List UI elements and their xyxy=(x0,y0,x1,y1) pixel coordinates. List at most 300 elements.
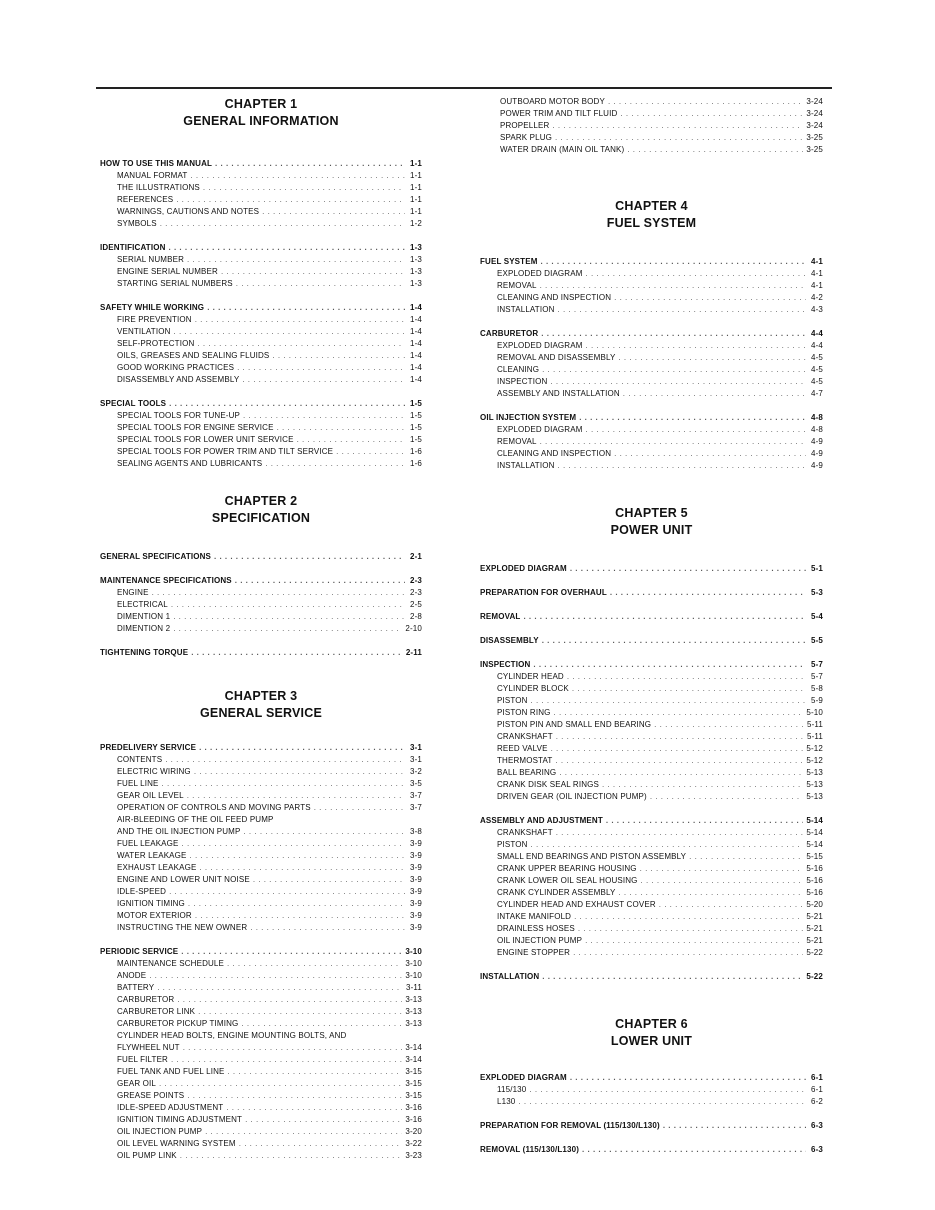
toc-subentry[interactable] xyxy=(100,1054,422,1066)
entry-title: INTAKE MANIFOLD xyxy=(497,912,572,921)
toc-subentry[interactable] xyxy=(100,814,422,826)
toc-section-entry[interactable] xyxy=(100,242,422,254)
toc-subentry[interactable] xyxy=(100,266,422,278)
dot-leader xyxy=(659,899,804,911)
toc-subentry[interactable] xyxy=(100,1078,422,1090)
page-number: 4-2 xyxy=(810,293,823,302)
dot-leader xyxy=(567,671,806,683)
toc-section-entry[interactable] xyxy=(480,412,823,424)
entry-title: ANODE xyxy=(117,971,147,980)
toc-subentry[interactable] xyxy=(100,1018,422,1030)
page-number: 3-9 xyxy=(409,863,422,872)
dot-leader xyxy=(187,790,405,802)
dot-leader xyxy=(243,410,405,422)
entry-title: PREDELIVERY SERVICE xyxy=(100,743,197,752)
toc-section xyxy=(480,1072,823,1108)
entry-title: GEAR OIL LEVEL xyxy=(117,791,184,800)
dot-leader xyxy=(542,635,806,647)
entry-title: INSTRUCTING THE NEW OWNER xyxy=(117,923,248,932)
entry-title: EXHAUST LEAKAGE xyxy=(117,863,197,872)
dot-leader xyxy=(602,779,803,791)
toc-subentry[interactable] xyxy=(480,935,823,947)
entry-title: ELECTRICAL xyxy=(117,600,168,609)
toc-subentry[interactable] xyxy=(480,911,823,923)
entry-title: GEAR OIL xyxy=(117,1079,156,1088)
toc-subentry[interactable] xyxy=(100,182,422,194)
toc-subentry[interactable] xyxy=(480,292,823,304)
entry-title: ELECTRIC WIRING xyxy=(117,767,191,776)
toc-subentry[interactable] xyxy=(100,1102,422,1114)
page-number: 4-4 xyxy=(810,341,823,350)
dot-leader xyxy=(160,218,405,230)
chapter-heading xyxy=(100,688,422,722)
toc-section-entry[interactable] xyxy=(100,647,422,659)
toc-subentry[interactable] xyxy=(100,1090,422,1102)
toc-subentry[interactable] xyxy=(480,899,823,911)
entry-title: BATTERY xyxy=(117,983,155,992)
dot-leader xyxy=(227,1066,402,1078)
toc-subentry[interactable] xyxy=(100,850,422,862)
toc-subentry[interactable] xyxy=(100,790,422,802)
toc-subentry[interactable] xyxy=(100,910,422,922)
toc-subentry[interactable] xyxy=(480,743,823,755)
toc-subentry[interactable] xyxy=(100,338,422,350)
dot-leader xyxy=(531,695,806,707)
page-number: 3-15 xyxy=(405,1079,422,1088)
entry-title: FLYWHEEL NUT xyxy=(117,1043,180,1052)
page-number: 2-11 xyxy=(405,648,422,657)
entry-title: CRANK DISK SEAL RINGS xyxy=(497,780,599,789)
toc-subentry[interactable] xyxy=(500,120,823,132)
toc-subentry[interactable] xyxy=(500,108,823,120)
toc-subentry[interactable] xyxy=(480,436,823,448)
dot-leader xyxy=(570,1072,806,1084)
dot-leader xyxy=(518,1096,806,1108)
toc-subentry[interactable] xyxy=(480,268,823,280)
page-number: 4-8 xyxy=(810,413,823,422)
page-number: 3-15 xyxy=(405,1067,422,1076)
toc-subentry[interactable] xyxy=(480,707,823,719)
toc-section-entry[interactable] xyxy=(480,328,823,340)
toc-subentry[interactable] xyxy=(480,304,823,316)
toc-subentry[interactable] xyxy=(100,898,422,910)
page-number: 6-1 xyxy=(810,1085,823,1094)
entry-title: BALL BEARING xyxy=(497,768,557,777)
toc-subentry[interactable] xyxy=(100,1114,422,1126)
toc-section-entry[interactable] xyxy=(100,575,422,587)
page-number: 3-10 xyxy=(405,947,422,956)
entry-title: OIL LEVEL WARNING SYSTEM xyxy=(117,1139,236,1148)
toc-section-entry[interactable] xyxy=(100,551,422,563)
toc-subentry[interactable] xyxy=(480,755,823,767)
dot-leader xyxy=(542,364,806,376)
toc-subentry[interactable] xyxy=(100,802,422,814)
dot-leader xyxy=(253,874,405,886)
toc-subentry[interactable] xyxy=(480,863,823,875)
toc-section-entry[interactable] xyxy=(100,158,422,170)
toc-subentry[interactable] xyxy=(100,1138,422,1150)
dot-leader xyxy=(558,460,806,472)
toc-subentry[interactable] xyxy=(100,446,422,458)
toc-subentry[interactable] xyxy=(100,362,422,374)
page-number: 3-16 xyxy=(405,1115,422,1124)
dot-leader xyxy=(555,755,803,767)
page-number: 3-24 xyxy=(806,109,823,118)
entry-title: EXPLODED DIAGRAM xyxy=(497,425,583,434)
page-number: 6-3 xyxy=(810,1145,823,1154)
toc-section xyxy=(480,659,823,803)
page-number: 5-22 xyxy=(806,972,823,981)
toc-subentry[interactable] xyxy=(480,719,823,731)
page-number: 5-9 xyxy=(810,696,823,705)
toc-section-entry[interactable] xyxy=(100,946,422,958)
entry-title: SEALING AGENTS AND LUBRICANTS xyxy=(117,459,263,468)
toc-subentry[interactable] xyxy=(480,947,823,959)
entry-title: PREPARATION FOR REMOVAL (115/130/L130) xyxy=(480,1121,660,1130)
chapter-block xyxy=(100,493,422,671)
entry-title: IGNITION TIMING xyxy=(117,899,185,908)
dot-leader xyxy=(191,647,403,659)
entry-title: ENGINE AND LOWER UNIT NOISE xyxy=(117,875,250,884)
entry-title: OIL PUMP LINK xyxy=(117,1151,177,1160)
toc-subentry[interactable] xyxy=(100,1066,422,1078)
toc-subentry[interactable] xyxy=(100,206,422,218)
dot-leader xyxy=(174,326,405,338)
page-number: 3-7 xyxy=(409,803,422,812)
page-number: 3-9 xyxy=(409,839,422,848)
entry-title: AIR-BLEEDING OF THE OIL FEED PUMP xyxy=(117,815,274,824)
toc-subentry[interactable] xyxy=(100,838,422,850)
toc-subentry[interactable] xyxy=(100,826,422,838)
entry-title: REED VALVE xyxy=(497,744,548,753)
dot-leader xyxy=(550,376,806,388)
entry-title: REMOVAL xyxy=(480,612,521,621)
dot-leader xyxy=(614,448,806,460)
toc-section-entry[interactable] xyxy=(480,256,823,268)
toc-subentry[interactable] xyxy=(100,314,422,326)
dot-leader xyxy=(573,947,803,959)
page-number: 5-1 xyxy=(810,564,823,573)
toc-subentry[interactable] xyxy=(100,982,422,994)
toc-subentry[interactable] xyxy=(480,448,823,460)
dot-leader xyxy=(627,144,803,156)
toc-subentry[interactable] xyxy=(100,458,422,470)
toc-subentry[interactable] xyxy=(500,144,823,156)
dot-leader xyxy=(198,1006,402,1018)
entry-title: CARBURETOR xyxy=(480,329,539,338)
entry-title: IDENTIFICATION xyxy=(100,243,166,252)
dot-leader xyxy=(552,120,803,132)
page-number: 3-13 xyxy=(405,1019,422,1028)
page-number: 1-4 xyxy=(409,327,422,336)
toc-subentry[interactable] xyxy=(100,754,422,766)
entry-title: ENGINE SERIAL NUMBER xyxy=(117,267,218,276)
toc-subentry[interactable] xyxy=(100,374,422,386)
page-number: 4-7 xyxy=(810,389,823,398)
entry-title: SELF-PROTECTION xyxy=(117,339,195,348)
entry-title: CRANKSHAFT xyxy=(497,828,553,837)
dot-leader xyxy=(226,1102,402,1114)
toc-subentry[interactable] xyxy=(100,434,422,446)
entry-title: CRANK UPPER BEARING HOUSING xyxy=(497,864,637,873)
entry-title: CLEANING AND INSPECTION xyxy=(497,449,612,458)
toc-subentry[interactable] xyxy=(100,1150,422,1162)
toc-subentry[interactable] xyxy=(480,388,823,400)
page-number: 1-4 xyxy=(409,375,422,384)
entry-title: SPECIAL TOOLS FOR POWER TRIM AND TILT SERVICE xyxy=(117,447,334,456)
page-number: 3-24 xyxy=(806,121,823,130)
toc-subentry[interactable] xyxy=(480,376,823,388)
toc-subentry[interactable] xyxy=(100,170,422,182)
dot-leader xyxy=(214,551,405,563)
toc-subentry[interactable] xyxy=(480,280,823,292)
toc-section xyxy=(480,611,823,623)
page-number: 4-1 xyxy=(810,269,823,278)
page-number: 5-7 xyxy=(810,672,823,681)
chapter-block xyxy=(100,96,422,482)
page-number: 1-5 xyxy=(409,399,422,408)
entry-title: IDLE-SPEED ADJUSTMENT xyxy=(117,1103,224,1112)
dot-leader xyxy=(297,434,405,446)
chapter-heading xyxy=(100,96,422,130)
entry-title: REMOVAL xyxy=(497,437,537,446)
dot-leader xyxy=(572,683,806,695)
chapter-heading xyxy=(480,198,823,232)
toc-section-entry[interactable] xyxy=(480,635,823,647)
page-number: 3-5 xyxy=(409,779,422,788)
dot-leader xyxy=(640,863,804,875)
dot-leader xyxy=(654,719,804,731)
toc-subentry[interactable] xyxy=(100,886,422,898)
toc-section-entry[interactable] xyxy=(480,659,823,671)
toc-subentry[interactable] xyxy=(100,278,422,290)
toc-section xyxy=(100,398,422,470)
toc-subentry[interactable] xyxy=(480,364,823,376)
entry-title: HOW TO USE THIS MANUAL xyxy=(100,159,213,168)
chapter-name: GENERAL SERVICE xyxy=(199,706,322,720)
chapter-name: POWER UNIT xyxy=(610,523,693,537)
toc-subentry[interactable] xyxy=(500,132,823,144)
toc-subentry[interactable] xyxy=(480,424,823,436)
toc-section xyxy=(100,946,422,1162)
dot-leader xyxy=(570,563,806,575)
toc-subentry[interactable] xyxy=(480,695,823,707)
entry-title: CLEANING xyxy=(497,365,540,374)
toc-subentry[interactable] xyxy=(480,851,823,863)
dot-leader xyxy=(541,256,806,268)
dot-leader xyxy=(606,815,804,827)
toc-subentry[interactable] xyxy=(480,839,823,851)
dot-leader xyxy=(243,826,405,838)
page-number: 1-6 xyxy=(409,447,422,456)
dot-leader xyxy=(542,971,803,983)
toc-section xyxy=(100,242,422,290)
toc-section-entry[interactable] xyxy=(480,563,823,575)
toc-section-entry[interactable] xyxy=(100,742,422,754)
entry-title: THE ILLUSTRATIONS xyxy=(117,183,200,192)
toc-section-entry[interactable] xyxy=(480,611,823,623)
toc-subentry[interactable] xyxy=(100,922,422,934)
chapter-block xyxy=(100,688,422,1174)
dot-leader xyxy=(582,1144,806,1156)
dot-leader xyxy=(188,898,405,910)
toc-subentry[interactable] xyxy=(480,683,823,695)
toc-subentry[interactable] xyxy=(100,254,422,266)
page-number: 5-5 xyxy=(810,636,823,645)
entry-title: CRANK LOWER OIL SEAL HOUSING xyxy=(497,876,638,885)
dot-leader xyxy=(551,743,804,755)
page-number: 5-3 xyxy=(810,588,823,597)
page-number: 3-11 xyxy=(405,983,422,992)
toc-subentry[interactable] xyxy=(100,994,422,1006)
entry-title: FUEL SYSTEM xyxy=(480,257,538,266)
toc-subentry[interactable] xyxy=(480,875,823,887)
toc-subentry[interactable] xyxy=(100,862,422,874)
toc-subentry[interactable] xyxy=(100,766,422,778)
toc-subentry[interactable] xyxy=(100,326,422,338)
chapter-label: CHAPTER 2 xyxy=(224,494,298,508)
toc-section-entry[interactable] xyxy=(480,815,823,827)
toc-subentry[interactable] xyxy=(100,970,422,982)
toc-subentry[interactable] xyxy=(100,1042,422,1054)
entry-title: STARTING SERIAL NUMBERS xyxy=(117,279,233,288)
entry-title: EXPLODED DIAGRAM xyxy=(480,1073,567,1082)
entry-title: EXPLODED DIAGRAM xyxy=(497,269,583,278)
page-number: 3-13 xyxy=(405,1007,422,1016)
toc-subentry[interactable] xyxy=(480,731,823,743)
entry-title: FUEL TANK AND FUEL LINE xyxy=(117,1067,225,1076)
dot-leader xyxy=(559,767,803,779)
toc-subentry[interactable] xyxy=(500,96,823,108)
entry-title: SAFETY WHILE WORKING xyxy=(100,303,205,312)
toc-section-entry[interactable] xyxy=(100,398,422,410)
dot-leader xyxy=(314,802,405,814)
page-number: 3-14 xyxy=(405,1043,422,1052)
dot-leader xyxy=(265,458,405,470)
dot-leader xyxy=(277,422,405,434)
page-number: 5-14 xyxy=(806,840,823,849)
dot-leader xyxy=(531,839,804,851)
toc-subentry[interactable] xyxy=(480,340,823,352)
toc-subentry[interactable] xyxy=(480,460,823,472)
dot-leader xyxy=(169,886,405,898)
toc-subentry[interactable] xyxy=(100,350,422,362)
dot-leader xyxy=(523,611,806,623)
page-number: 3-14 xyxy=(405,1055,422,1064)
chapter-name: FUEL SYSTEM xyxy=(606,216,697,230)
toc-section-entry[interactable] xyxy=(480,1072,823,1084)
entry-title: SYMBOLS xyxy=(117,219,157,228)
toc-subentry[interactable] xyxy=(480,779,823,791)
dot-leader xyxy=(663,1120,806,1132)
dot-leader xyxy=(227,958,402,970)
toc-subentry[interactable] xyxy=(480,923,823,935)
toc-subentry[interactable] xyxy=(100,218,422,230)
toc-section xyxy=(100,551,422,563)
page-number: 3-9 xyxy=(409,899,422,908)
page-number: 1-3 xyxy=(409,243,422,252)
toc-section xyxy=(480,815,823,959)
toc-subentry[interactable] xyxy=(100,410,422,422)
entry-title: OIL INJECTION PUMP xyxy=(497,936,583,945)
dot-leader xyxy=(173,623,402,635)
toc-subentry[interactable] xyxy=(100,194,422,206)
toc-subentry[interactable] xyxy=(100,422,422,434)
page-number: 3-10 xyxy=(405,959,422,968)
toc-section xyxy=(480,256,823,316)
dot-leader xyxy=(574,911,803,923)
page-number: 3-7 xyxy=(409,791,422,800)
page-number: 1-1 xyxy=(409,159,422,168)
page-number: 5-13 xyxy=(806,792,823,801)
page-number: 3-9 xyxy=(409,923,422,932)
page-number: 2-3 xyxy=(409,588,422,597)
page-number: 2-1 xyxy=(409,552,422,561)
dot-leader xyxy=(555,132,803,144)
toc-subentry[interactable] xyxy=(100,599,422,611)
toc-subentry[interactable] xyxy=(100,1006,422,1018)
toc-subentry[interactable] xyxy=(100,587,422,599)
page-number: 5-14 xyxy=(806,828,823,837)
dot-leader xyxy=(618,887,803,899)
entry-title: PISTON RING xyxy=(497,708,551,717)
entry-title: WATER DRAIN (MAIN OIL TANK) xyxy=(500,145,625,154)
toc-section-entry[interactable] xyxy=(480,971,823,983)
dot-leader xyxy=(614,292,806,304)
entry-title: SPECIAL TOOLS FOR ENGINE SERVICE xyxy=(117,423,274,432)
toc-subentry[interactable] xyxy=(480,827,823,839)
dot-leader xyxy=(207,302,405,314)
page-number: 1-1 xyxy=(409,171,422,180)
toc-section xyxy=(480,587,823,599)
toc-subentry[interactable] xyxy=(100,1126,422,1138)
toc-subentry[interactable] xyxy=(480,887,823,899)
toc-section-entry[interactable] xyxy=(480,1144,823,1156)
entry-title: VENTILATION xyxy=(117,327,171,336)
toc-section-entry[interactable] xyxy=(480,587,823,599)
toc-section-entry[interactable] xyxy=(100,302,422,314)
entry-title: IDLE-SPEED xyxy=(117,887,167,896)
toc-subentry[interactable] xyxy=(100,611,422,623)
toc-subentry[interactable] xyxy=(480,1096,823,1108)
page-number: 1-3 xyxy=(409,267,422,276)
entry-title: GOOD WORKING PRACTICES xyxy=(117,363,235,372)
toc-subentry[interactable] xyxy=(480,767,823,779)
toc-subentry[interactable] xyxy=(480,671,823,683)
toc-subentry[interactable] xyxy=(480,1084,823,1096)
chapter-label: CHAPTER 4 xyxy=(615,199,688,213)
toc-subentry[interactable] xyxy=(100,778,422,790)
dot-leader xyxy=(203,182,405,194)
page-number: 1-4 xyxy=(409,363,422,372)
toc-subentry[interactable] xyxy=(100,1030,422,1042)
toc-subentry[interactable] xyxy=(480,791,823,803)
page-number: 5-20 xyxy=(806,900,823,909)
toc-subentry[interactable] xyxy=(480,352,823,364)
page-number: 5-14 xyxy=(806,816,823,825)
page-number: 5-15 xyxy=(806,852,823,861)
dot-leader xyxy=(650,791,804,803)
entry-title: CLEANING AND INSPECTION xyxy=(497,293,612,302)
page-number: 2-8 xyxy=(409,612,422,621)
toc-subentry[interactable] xyxy=(100,874,422,886)
toc-subentry[interactable] xyxy=(100,958,422,970)
toc-subentry[interactable] xyxy=(100,623,422,635)
toc-section xyxy=(100,158,422,230)
toc-section-entry[interactable] xyxy=(480,1120,823,1132)
entry-title: OILS, GREASES AND SEALING FLUIDS xyxy=(117,351,270,360)
entry-title: OPERATION OF CONTROLS AND MOVING PARTS xyxy=(117,803,311,812)
